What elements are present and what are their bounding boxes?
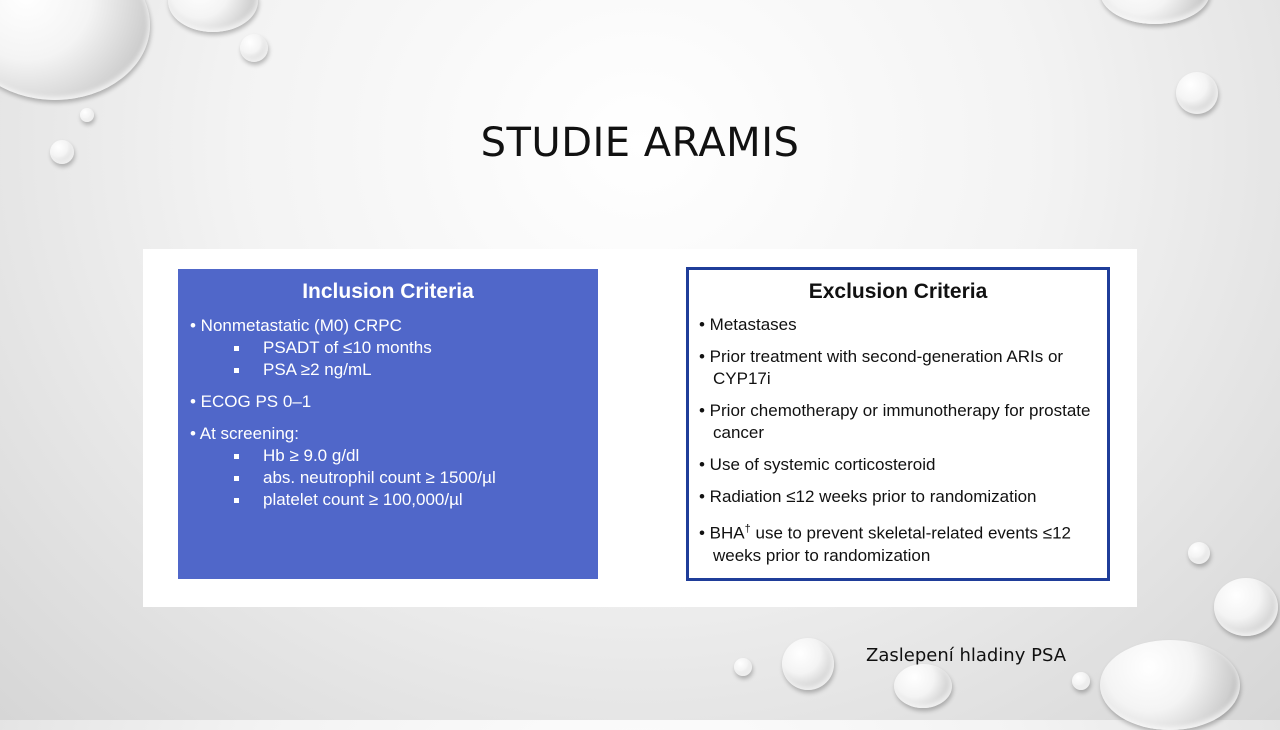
water-drop-decoration <box>734 658 752 676</box>
water-drop-decoration <box>1100 640 1240 730</box>
exclusion-heading: Exclusion Criteria <box>808 280 988 303</box>
inclusion-subitem: Hb ≥ 9.0 g/dl <box>234 445 598 467</box>
inclusion-item: • At screening: <box>190 424 299 443</box>
water-drop-decoration <box>240 34 268 62</box>
water-drop-decoration <box>1188 542 1210 564</box>
exclusion-item-bha <box>699 518 1103 567</box>
water-drop-decoration <box>894 664 952 708</box>
exclusion-item: • Prior treatment with second-generation ARIs or CYP17i <box>699 347 1064 388</box>
inclusion-item: • ECOG PS 0–1 <box>190 392 312 411</box>
water-drop-decoration <box>1214 578 1278 636</box>
slide-title: STUDIE ARAMIS <box>480 120 800 166</box>
inclusion-subitem: PSADT of ≤10 months <box>234 337 598 359</box>
inclusion-subitem: platelet count ≥ 100,000/µl <box>234 489 598 511</box>
inclusion-subitem: PSA ≥2 ng/mL <box>234 359 598 381</box>
footer-note: Zaslepení hladiny PSA <box>866 645 1067 666</box>
inclusion-subitem: abs. neutrophil count ≥ 1500/µl <box>234 467 598 489</box>
water-drop-decoration <box>168 0 258 32</box>
water-drop-decoration <box>782 638 834 690</box>
exclusion-item: • Radiation ≤12 weeks prior to randomization <box>699 487 1037 506</box>
inclusion-item: • Nonmetastatic (M0) CRPC <box>190 316 402 335</box>
water-drop-decoration <box>0 0 150 100</box>
bha-prefix: • BHA <box>699 523 745 543</box>
water-drop-decoration <box>1100 0 1210 24</box>
criteria-panel <box>143 249 1137 607</box>
exclusion-criteria-box <box>686 267 1110 581</box>
exclusion-item: • Use of systemic corticosteroid <box>699 455 936 474</box>
inclusion-heading: Inclusion Criteria <box>302 280 474 303</box>
inclusion-criteria-box <box>178 269 598 579</box>
bha-text: use to prevent skeletal-related events ≤12 weeks prior to randomization <box>713 523 1072 565</box>
dagger-footnote-mark: † <box>744 523 751 535</box>
exclusion-item: • Prior chemotherapy or immunotherapy for prostate cancer <box>699 401 1091 442</box>
exclusion-item: • Metastases <box>699 315 797 334</box>
water-drop-decoration <box>1072 672 1090 690</box>
water-drop-decoration <box>1176 72 1218 114</box>
